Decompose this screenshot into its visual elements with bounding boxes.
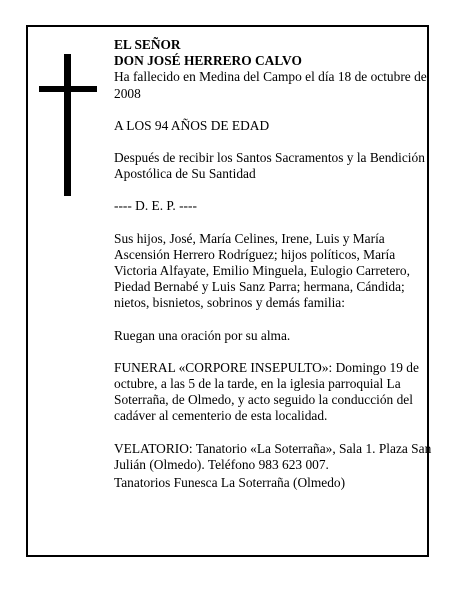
velatorio-paragraph: VELATORIO: Tanatorio «La Soterraña», Sala 1. Plaza San Julián (Olmedo). Teléfono 983 623 007. bbox=[114, 440, 432, 472]
family-paragraph: Sus hijos, José, María Celines, Irene, Luis y María Ascensión Herrero Rodríguez; hijos políticos, María Victoria Alfayate, Emilio Minguela, Eulogio Carretero, Piedad Bernabé y Luis Sanz Parra; hermana, Cándida; nietos, bisnietos, sobrinos y demás familia: bbox=[114, 230, 410, 311]
cross-icon-bar bbox=[39, 86, 97, 92]
sacraments-line: Después de recibir los Santos Sacramentos y la Bendición Apostólica de Su Santidad bbox=[114, 150, 425, 182]
cross-icon bbox=[64, 54, 71, 196]
title-line-1: EL SEÑOR bbox=[114, 37, 181, 52]
obituary-text bbox=[114, 37, 432, 491]
age-line: A LOS 94 AÑOS DE EDAD bbox=[114, 117, 270, 133]
death-notice: Ha fallecido en Medina del Campo el día 18 de octubre de 2008 bbox=[114, 69, 427, 101]
deceased-name: DON JOSÉ HERRERO CALVO bbox=[114, 53, 302, 69]
funeral-paragraph: FUNERAL «CORPORE INSEPULTO»: Domingo 19 de octubre, a las 5 de la tarde, en la iglesia parroquial La Soterraña, de Olmedo, y acto seguido la conducción del cadáver al cementerio de esta localidad. bbox=[114, 359, 419, 424]
rip-line: ---- D. E. P. ---- bbox=[114, 198, 197, 214]
funeral-home-line: Tanatorios Funesca La Soterraña (Olmedo) bbox=[114, 475, 346, 491]
prayer-line: Ruegan una oración por su alma. bbox=[114, 327, 291, 343]
